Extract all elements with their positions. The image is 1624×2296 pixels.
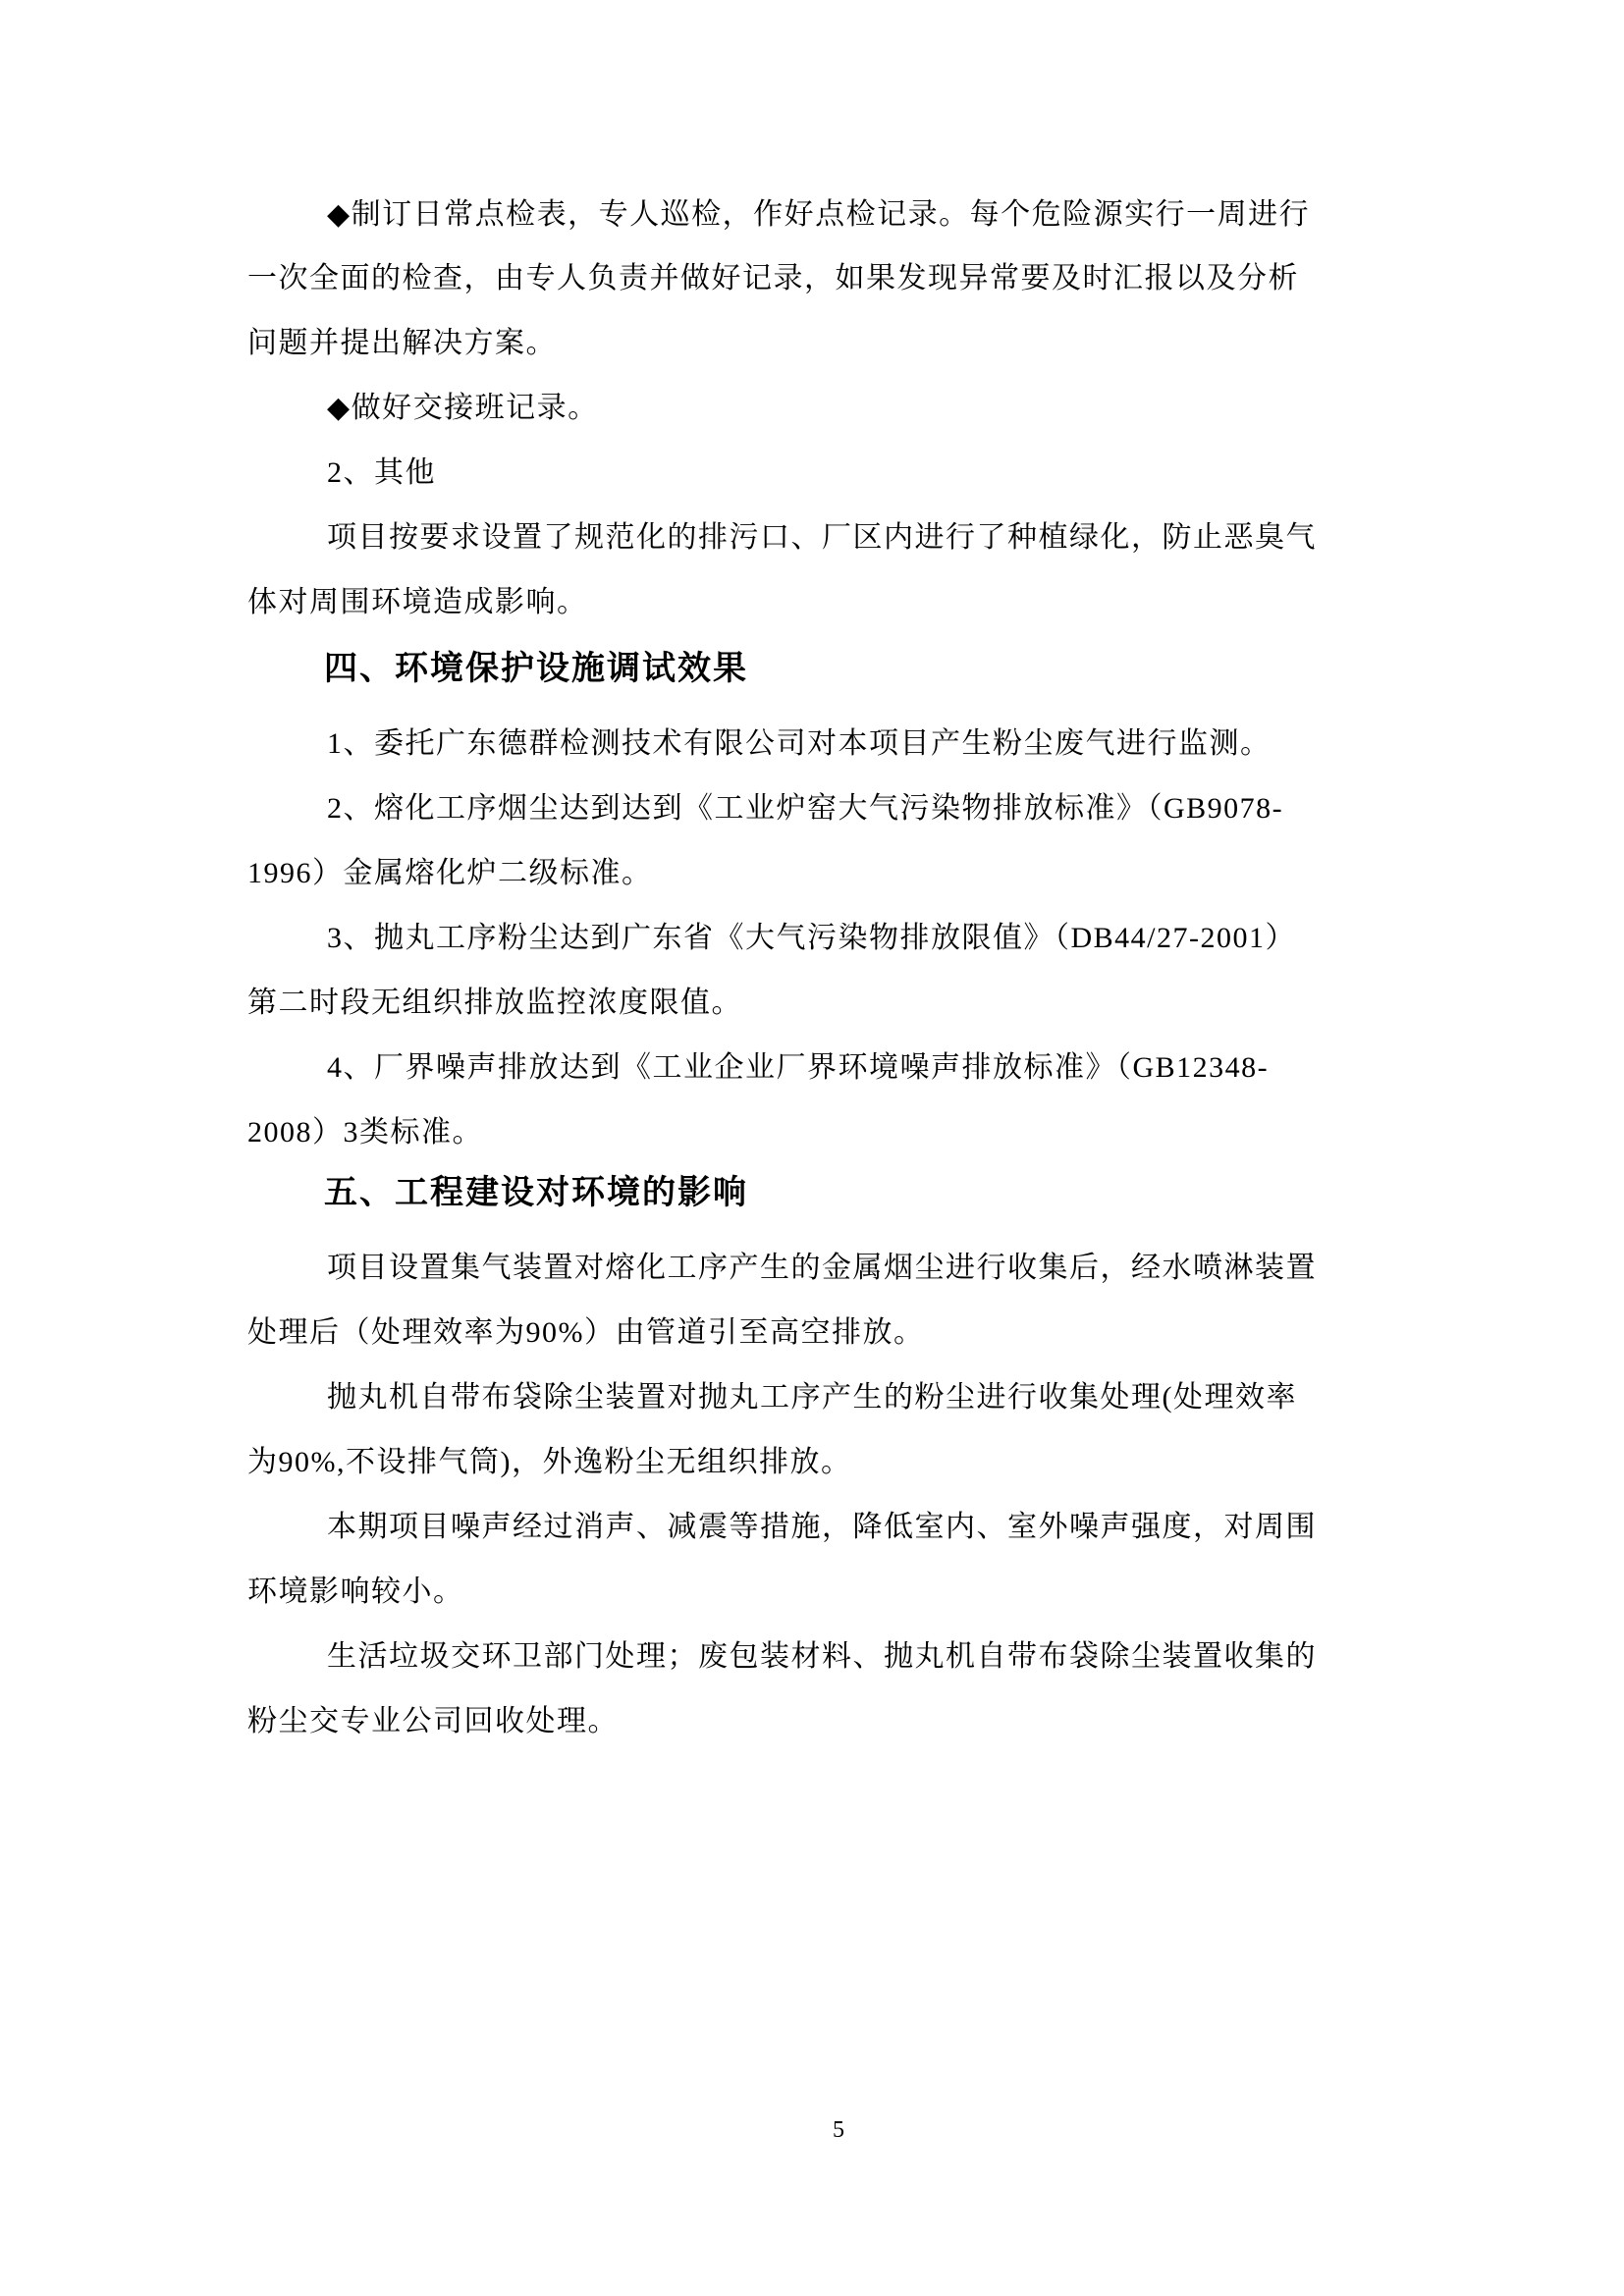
paragraph-line: 为90%,不设排气筒)，外逸粉尘无组织排放。 [247,1446,852,1478]
paragraph-line: 项目设置集气装置对熔化工序产生的金属烟尘进行收集后，经水喷淋装置 [327,1252,1317,1284]
list-item-4-cont: 2008）3类标准。 [247,1116,483,1148]
list-item-3-cont: 第二时段无组织排放监控浓度限值。 [247,987,742,1019]
paragraph-line: 一次全面的检查，由专人负责并做好记录，如果发现异常要及时汇报以及分析 [247,262,1299,294]
paragraph-line: 问题并提出解决方案。 [247,327,557,359]
paragraph-line: 粉尘交专业公司回收处理。 [247,1705,619,1737]
bullet-shift-handover: ◆做好交接班记录。 [327,392,599,424]
paragraph-line: 项目按要求设置了规范化的排污口、厂区内进行了种植绿化，防止恶臭气 [327,521,1317,554]
list-item-3: 3、抛丸工序粉尘达到广东省《大气污染物排放限值》（DB44/27-2001） [327,922,1296,954]
list-item-2: 2、熔化工序烟尘达到达到《工业炉窑大气污染物排放标准》（GB9078- [327,792,1284,825]
subsection-other: 2、其他 [327,456,436,489]
section-heading-5: 五、工程建设对环境的影响 [324,1175,748,1211]
list-item-1: 1、委托广东德群检测技术有限公司对本项目产生粉尘废气进行监测。 [327,727,1272,760]
list-item-2-cont: 1996）金属熔化炉二级标准。 [247,857,653,889]
paragraph-line: 生活垃圾交环卫部门处理；废包装材料、抛丸机自带布袋除尘装置收集的 [327,1640,1317,1673]
paragraph-line: 抛丸机自带布袋除尘装置对抛丸工序产生的粉尘进行收集处理(处理效率 [327,1381,1297,1414]
paragraph-line: 处理后（处理效率为90%）由管道引至高空排放。 [247,1316,925,1349]
page-number: 5 [833,2117,844,2143]
paragraph-line: 体对周围环境造成影响。 [247,586,588,618]
list-item-4: 4、厂界噪声排放达到《工业企业厂界环境噪声排放标准》（GB12348- [327,1051,1270,1084]
paragraph-line: 本期项目噪声经过消声、减震等措施，降低室内、室外噪声强度，对周围 [327,1511,1317,1543]
paragraph-line: 环境影响较小。 [247,1575,464,1608]
section-heading-4: 四、环境保护设施调试效果 [324,651,748,687]
bullet-daily-inspection: ◆制订日常点检表，专人巡检，作好点检记录。每个危险源实行一周进行 [327,198,1311,231]
